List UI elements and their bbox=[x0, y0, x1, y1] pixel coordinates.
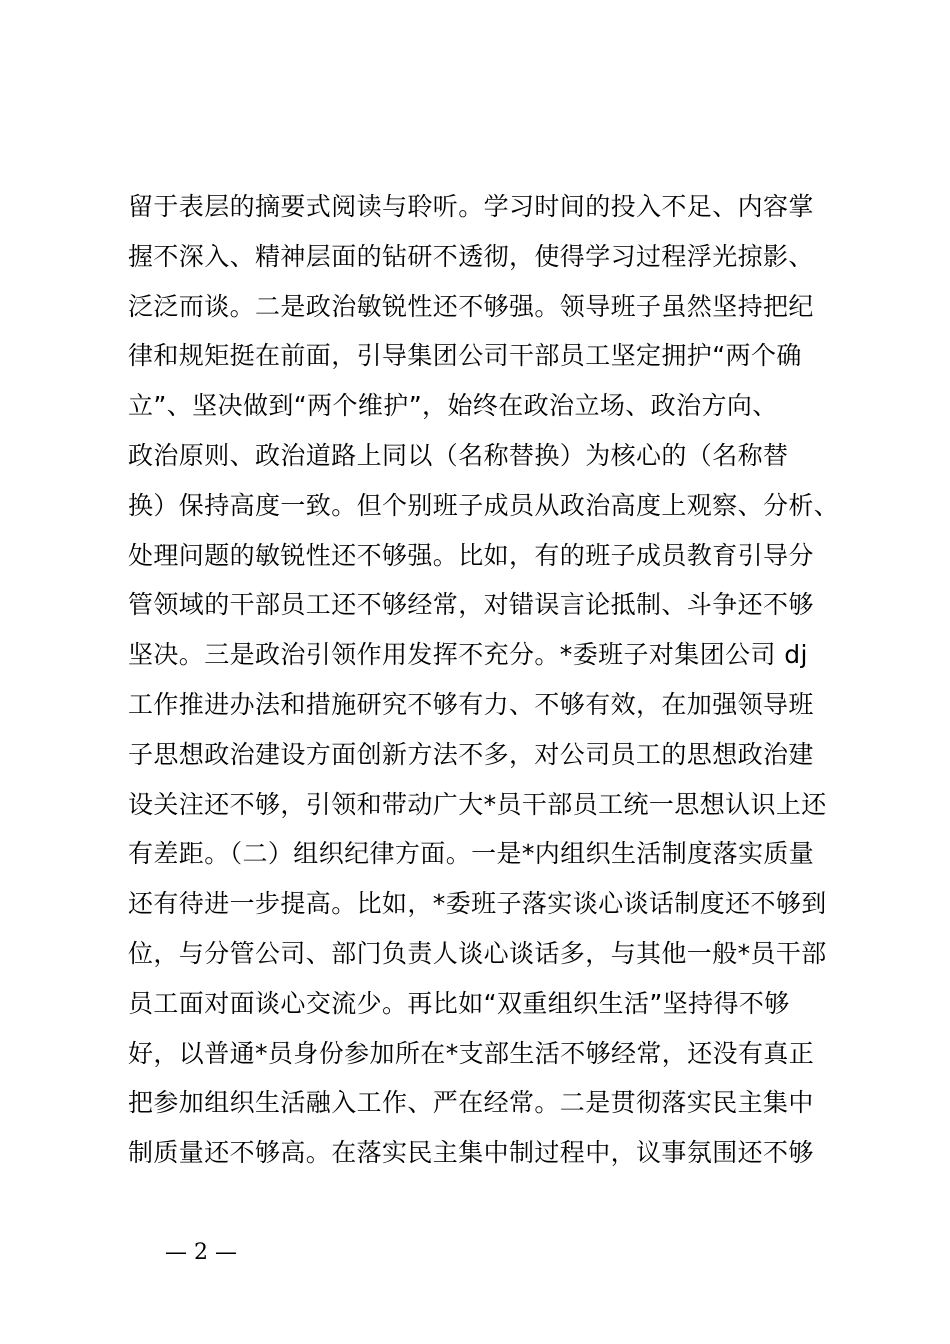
text-line: 工作推进办法和措施研究不够有力、不够有效，在加强领导班 bbox=[128, 689, 814, 719]
text-line: 坚决。三是政治引领作用发挥不充分。*委班子对集团公司 dj bbox=[128, 640, 808, 670]
text-line: 员工面对面谈心交流少。再比如“双重组织生活”坚持得不够 bbox=[128, 988, 790, 1018]
text-line: 有差距。（二）组织纪律方面。一是*内组织生活制度落实质量 bbox=[128, 839, 815, 869]
text-line: 换）保持高度一致。但个别班子成员从政治高度上观察、分析、 bbox=[128, 490, 840, 520]
page-number: — 2 — bbox=[165, 1240, 237, 1265]
text-line: 政治原则、政治道路上同以（名称替换）为核心的（名称替 bbox=[128, 440, 789, 470]
body-text bbox=[128, 182, 848, 1178]
text-line: 制质量还不够高。在落实民主集中制过程中，议事氛围还不够 bbox=[128, 1138, 814, 1168]
text-line: 子思想政治建设方面创新方法不多，对公司员工的思想政治建 bbox=[128, 739, 814, 769]
text-line: 还有待进一步提高。比如，*委班子落实谈心谈话制度还不够到 bbox=[128, 889, 827, 919]
text-line: 留于表层的摘要式阅读与聆听。学习时间的投入不足、内容掌 bbox=[128, 192, 814, 221]
text-line: 处理问题的敏锐性还不够强。比如，有的班子成员教育引导分 bbox=[128, 540, 814, 570]
text-line: 把参加组织生活融入工作、严在经常。二是贯彻落实民主集中 bbox=[128, 1088, 814, 1118]
text-line: 位，与分管公司、部门负责人谈心谈话多，与其他一般*员干部 bbox=[128, 938, 827, 968]
text-line: 握不深入、精神层面的钻研不透彻，使得学习过程浮光掠影、 bbox=[128, 241, 814, 271]
text-line: 好，以普通*员身份参加所在*支部生活不够经常，还没有真正 bbox=[128, 1038, 815, 1068]
text-line: 设关注还不够，引领和带动广大*员干部员工统一思想认识上还 bbox=[128, 789, 827, 819]
text-line: 管领域的干部员工还不够经常，对错误言论抵制、斗争还不够 bbox=[128, 590, 814, 620]
text-line: 律和规矩挺在前面，引导集团公司干部员工坚定拥护“两个确 bbox=[128, 341, 802, 371]
text-line: 立”、坚决做到“两个维护”，始终在政治立场、政治方向、 bbox=[128, 391, 778, 421]
text-line: 泛泛而谈。二是政治敏锐性还不够强。领导班子虽然坚持把纪 bbox=[128, 291, 814, 321]
